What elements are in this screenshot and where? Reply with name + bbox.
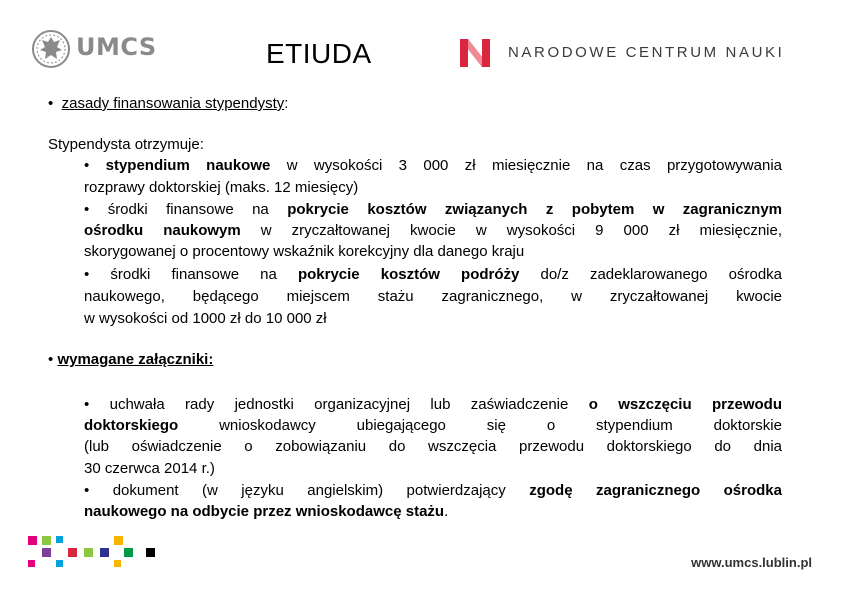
bold-text: naukowego na odbycie przez wnioskodawcę stażu bbox=[84, 503, 445, 520]
item2-line1 bbox=[84, 199, 782, 220]
mosaic-tile bbox=[100, 548, 109, 557]
ncn-logo-text: NARODOWE CENTRUM NAUKI bbox=[508, 44, 785, 61]
attachment2-line2 bbox=[84, 501, 782, 522]
heading-text: wymagane załączniki: bbox=[57, 351, 214, 368]
bullet: • bbox=[84, 201, 108, 218]
bold-text: pokrycie kosztów podróży bbox=[297, 266, 520, 283]
item3-line3: w wysokości od 1000 zł do 10 000 zł bbox=[84, 310, 327, 327]
bold-text: ośrodku naukowym bbox=[84, 222, 241, 239]
decorative-mosaic bbox=[28, 536, 168, 570]
mosaic-tile bbox=[146, 548, 155, 557]
text: środki finansowe na bbox=[107, 201, 288, 218]
section-heading-attachments bbox=[48, 349, 213, 370]
mosaic-tile bbox=[56, 560, 63, 567]
attachment2-line1 bbox=[84, 480, 782, 501]
mosaic-tile bbox=[42, 548, 51, 557]
mosaic-tile bbox=[68, 548, 77, 557]
mosaic-tile bbox=[124, 548, 133, 557]
mosaic-tile bbox=[42, 536, 51, 545]
text: . bbox=[444, 503, 449, 520]
item1-line2: rozprawy doktorskiej (maks. 12 miesięcy) bbox=[84, 179, 359, 196]
bullet: • bbox=[48, 95, 54, 112]
text: środki finansowe na bbox=[110, 266, 298, 283]
attachment1-line4: 30 czerwca 2014 r.) bbox=[84, 460, 215, 477]
item3-line1 bbox=[84, 264, 782, 285]
bullet: • bbox=[84, 266, 111, 283]
text: dokument (w języku angielskim) potwierdzający bbox=[112, 482, 530, 499]
bold-text: doktorskiego bbox=[84, 417, 179, 434]
text: w zryczałtowanej kwocie w wysokości 9 000 zł miesięcznie, bbox=[240, 222, 782, 239]
heading-suffix: : bbox=[284, 95, 289, 112]
item3-line2: naukowego, będącego miejscem stażu zagranicznego, w zryczałtowanej kwocie bbox=[84, 288, 782, 305]
umcs-logo-text: UMCS bbox=[76, 33, 157, 61]
item1-line1 bbox=[84, 155, 782, 176]
item2-line3: skorygowanej o procentowy wskaźnik korekcyjny dla danego kraju bbox=[84, 243, 525, 260]
mosaic-tile bbox=[114, 560, 121, 567]
attachment1-line1 bbox=[84, 394, 782, 415]
item2-line2 bbox=[84, 220, 782, 241]
umcs-logo bbox=[30, 28, 170, 72]
text: do/z zadeklarowanego ośrodka bbox=[519, 266, 782, 283]
attachment1-line2 bbox=[84, 415, 782, 436]
umcs-eagle-emblem-icon bbox=[30, 28, 72, 70]
bullet: • bbox=[84, 396, 110, 413]
mosaic-tile bbox=[114, 536, 123, 545]
bullet: • bbox=[48, 351, 54, 368]
mosaic-tile bbox=[84, 548, 93, 557]
page-title: ETIUDA bbox=[266, 38, 372, 69]
bold-text: o wszczęciu przewodu bbox=[588, 396, 782, 413]
bold-text: zgodę zagranicznego ośrodka bbox=[529, 482, 782, 499]
bold-text: pokrycie kosztów związanych z pobytem w zagranicznym bbox=[287, 201, 783, 218]
bullet: • bbox=[84, 157, 106, 174]
text: uchwała rady jednostki organizacyjnej lub zaświadczenie bbox=[109, 396, 589, 413]
heading-text: zasady finansowania stypendysty bbox=[61, 95, 285, 112]
bullet: • bbox=[84, 482, 113, 499]
text: wnioskodawcy ubiegającego się o stypendium doktorskie bbox=[178, 417, 782, 434]
ncn-emblem-icon bbox=[458, 37, 492, 69]
mosaic-tile bbox=[28, 560, 35, 567]
intro-text: Stypendysta otrzymuje: bbox=[48, 136, 204, 153]
section-heading-financing bbox=[48, 93, 288, 114]
footer-url[interactable]: www.umcs.lublin.pl bbox=[691, 555, 812, 570]
attachment1-line3: (lub oświadczenie o zobowiązaniu do wszczęcia przewodu doktorskiego do dnia bbox=[84, 438, 782, 455]
mosaic-tile bbox=[28, 536, 37, 545]
mosaic-tile bbox=[56, 536, 63, 543]
text: w wysokości 3 000 zł miesięcznie na czas przygotowywania bbox=[270, 157, 782, 174]
bold-text: stypendium naukowe bbox=[105, 157, 271, 174]
